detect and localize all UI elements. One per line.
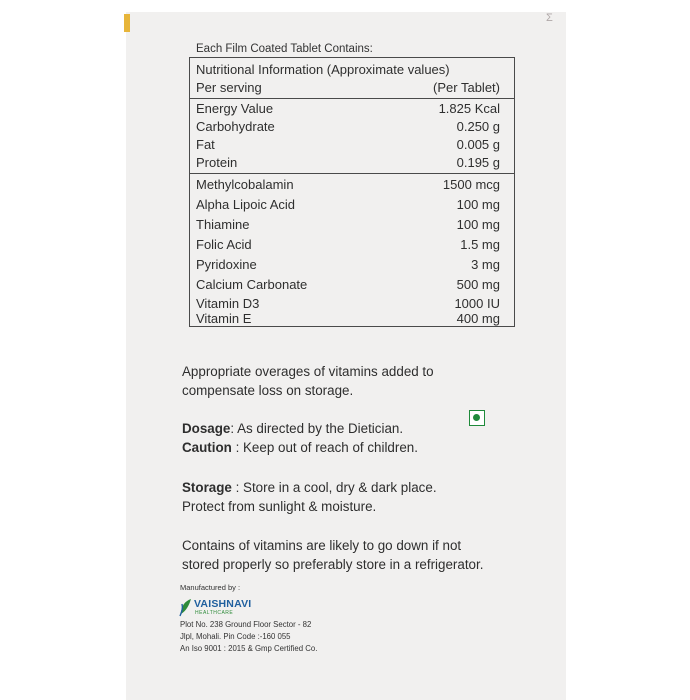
- row-name: Folic Acid: [196, 237, 252, 252]
- row-value: 0.005 g: [456, 137, 500, 152]
- dosage-text: : As directed by the Dietician.: [230, 421, 404, 436]
- overages-line: compensate loss on storage.: [182, 383, 354, 398]
- serving-value: (Per Tablet): [433, 80, 500, 95]
- manufacturer-logo: [178, 596, 252, 618]
- row-value: 3 mg: [471, 257, 500, 272]
- caution-text: : Keep out of reach of children.: [231, 440, 418, 455]
- row-name: Vitamin E: [196, 311, 252, 326]
- storage-paragraph: [182, 478, 437, 516]
- overages-line: Appropriate overages of vitamins added to: [182, 364, 434, 379]
- row-name: Calcium Carbonate: [196, 277, 308, 292]
- storage-line: Protect from sunlight & moisture.: [182, 499, 377, 514]
- row-value: 100 mg: [456, 197, 500, 212]
- row-value: 1500 mcg: [442, 177, 500, 192]
- yellow-edge-tab: [124, 14, 130, 32]
- row-name: Methylcobalamin: [196, 177, 294, 192]
- row-value: 500 mg: [456, 277, 500, 292]
- row-name: Protein: [196, 155, 238, 170]
- row-name: Alpha Lipoic Acid: [196, 197, 296, 212]
- row-value: 1.5 mg: [460, 237, 500, 252]
- intro-text: Each Film Coated Tablet Contains:: [196, 43, 373, 55]
- row-value: 1.825 Kcal: [438, 101, 500, 116]
- row-name: Thiamine: [196, 217, 250, 232]
- overages-paragraph: [182, 362, 434, 400]
- row-name: Vitamin D3: [196, 296, 260, 311]
- row-value: 100 mg: [456, 217, 500, 232]
- serving-label: Per serving: [196, 80, 262, 95]
- storage-text: : Store in a cool, dry & dark place.: [231, 480, 437, 495]
- storage-note: [182, 536, 483, 574]
- row-value: 1000 IU: [454, 296, 500, 311]
- manufactured-by-label: Manufactured by :: [180, 583, 241, 592]
- row-name: Energy Value: [196, 101, 274, 116]
- row-name: Fat: [196, 137, 215, 152]
- table-divider: [190, 173, 514, 174]
- caution-label: Caution: [182, 440, 232, 455]
- address-line: Plot No. 238 Ground Floor Sector - 82: [180, 620, 312, 629]
- storage-label: Storage: [182, 480, 232, 495]
- row-value: 0.250 g: [456, 119, 500, 134]
- table-divider: [190, 98, 514, 99]
- dosage-paragraph: [182, 419, 418, 457]
- corner-mark: Σ: [546, 12, 553, 24]
- caution-line: [182, 438, 418, 457]
- certification-line: An Iso 9001 : 2015 & Gmp Certified Co.: [180, 644, 318, 653]
- row-name: Carbohydrate: [196, 119, 275, 134]
- storage-line: [182, 478, 437, 497]
- logo-subtitle: HEALTHCARE: [195, 610, 234, 616]
- note-line: stored properly so preferably store in a refrigerator.: [182, 557, 484, 572]
- table-heading: Nutritional Information (Approximate values): [196, 62, 450, 77]
- logo-name: VAISHNAVI: [194, 598, 252, 610]
- dosage-label: Dosage: [182, 421, 231, 436]
- nutrition-table: [189, 57, 515, 327]
- row-value: 400 mg: [456, 311, 500, 326]
- address-line: Jlpl, Mohali. Pin Code :-160 055: [180, 632, 291, 641]
- row-name: Pyridoxine: [196, 257, 257, 272]
- row-value: 0.195 g: [456, 155, 500, 170]
- leaf-logo-icon: [178, 596, 194, 618]
- note-line: Contains of vitamins are likely to go down if not: [182, 538, 462, 553]
- dosage-line: [182, 419, 418, 438]
- vegetarian-mark-icon: [469, 410, 485, 426]
